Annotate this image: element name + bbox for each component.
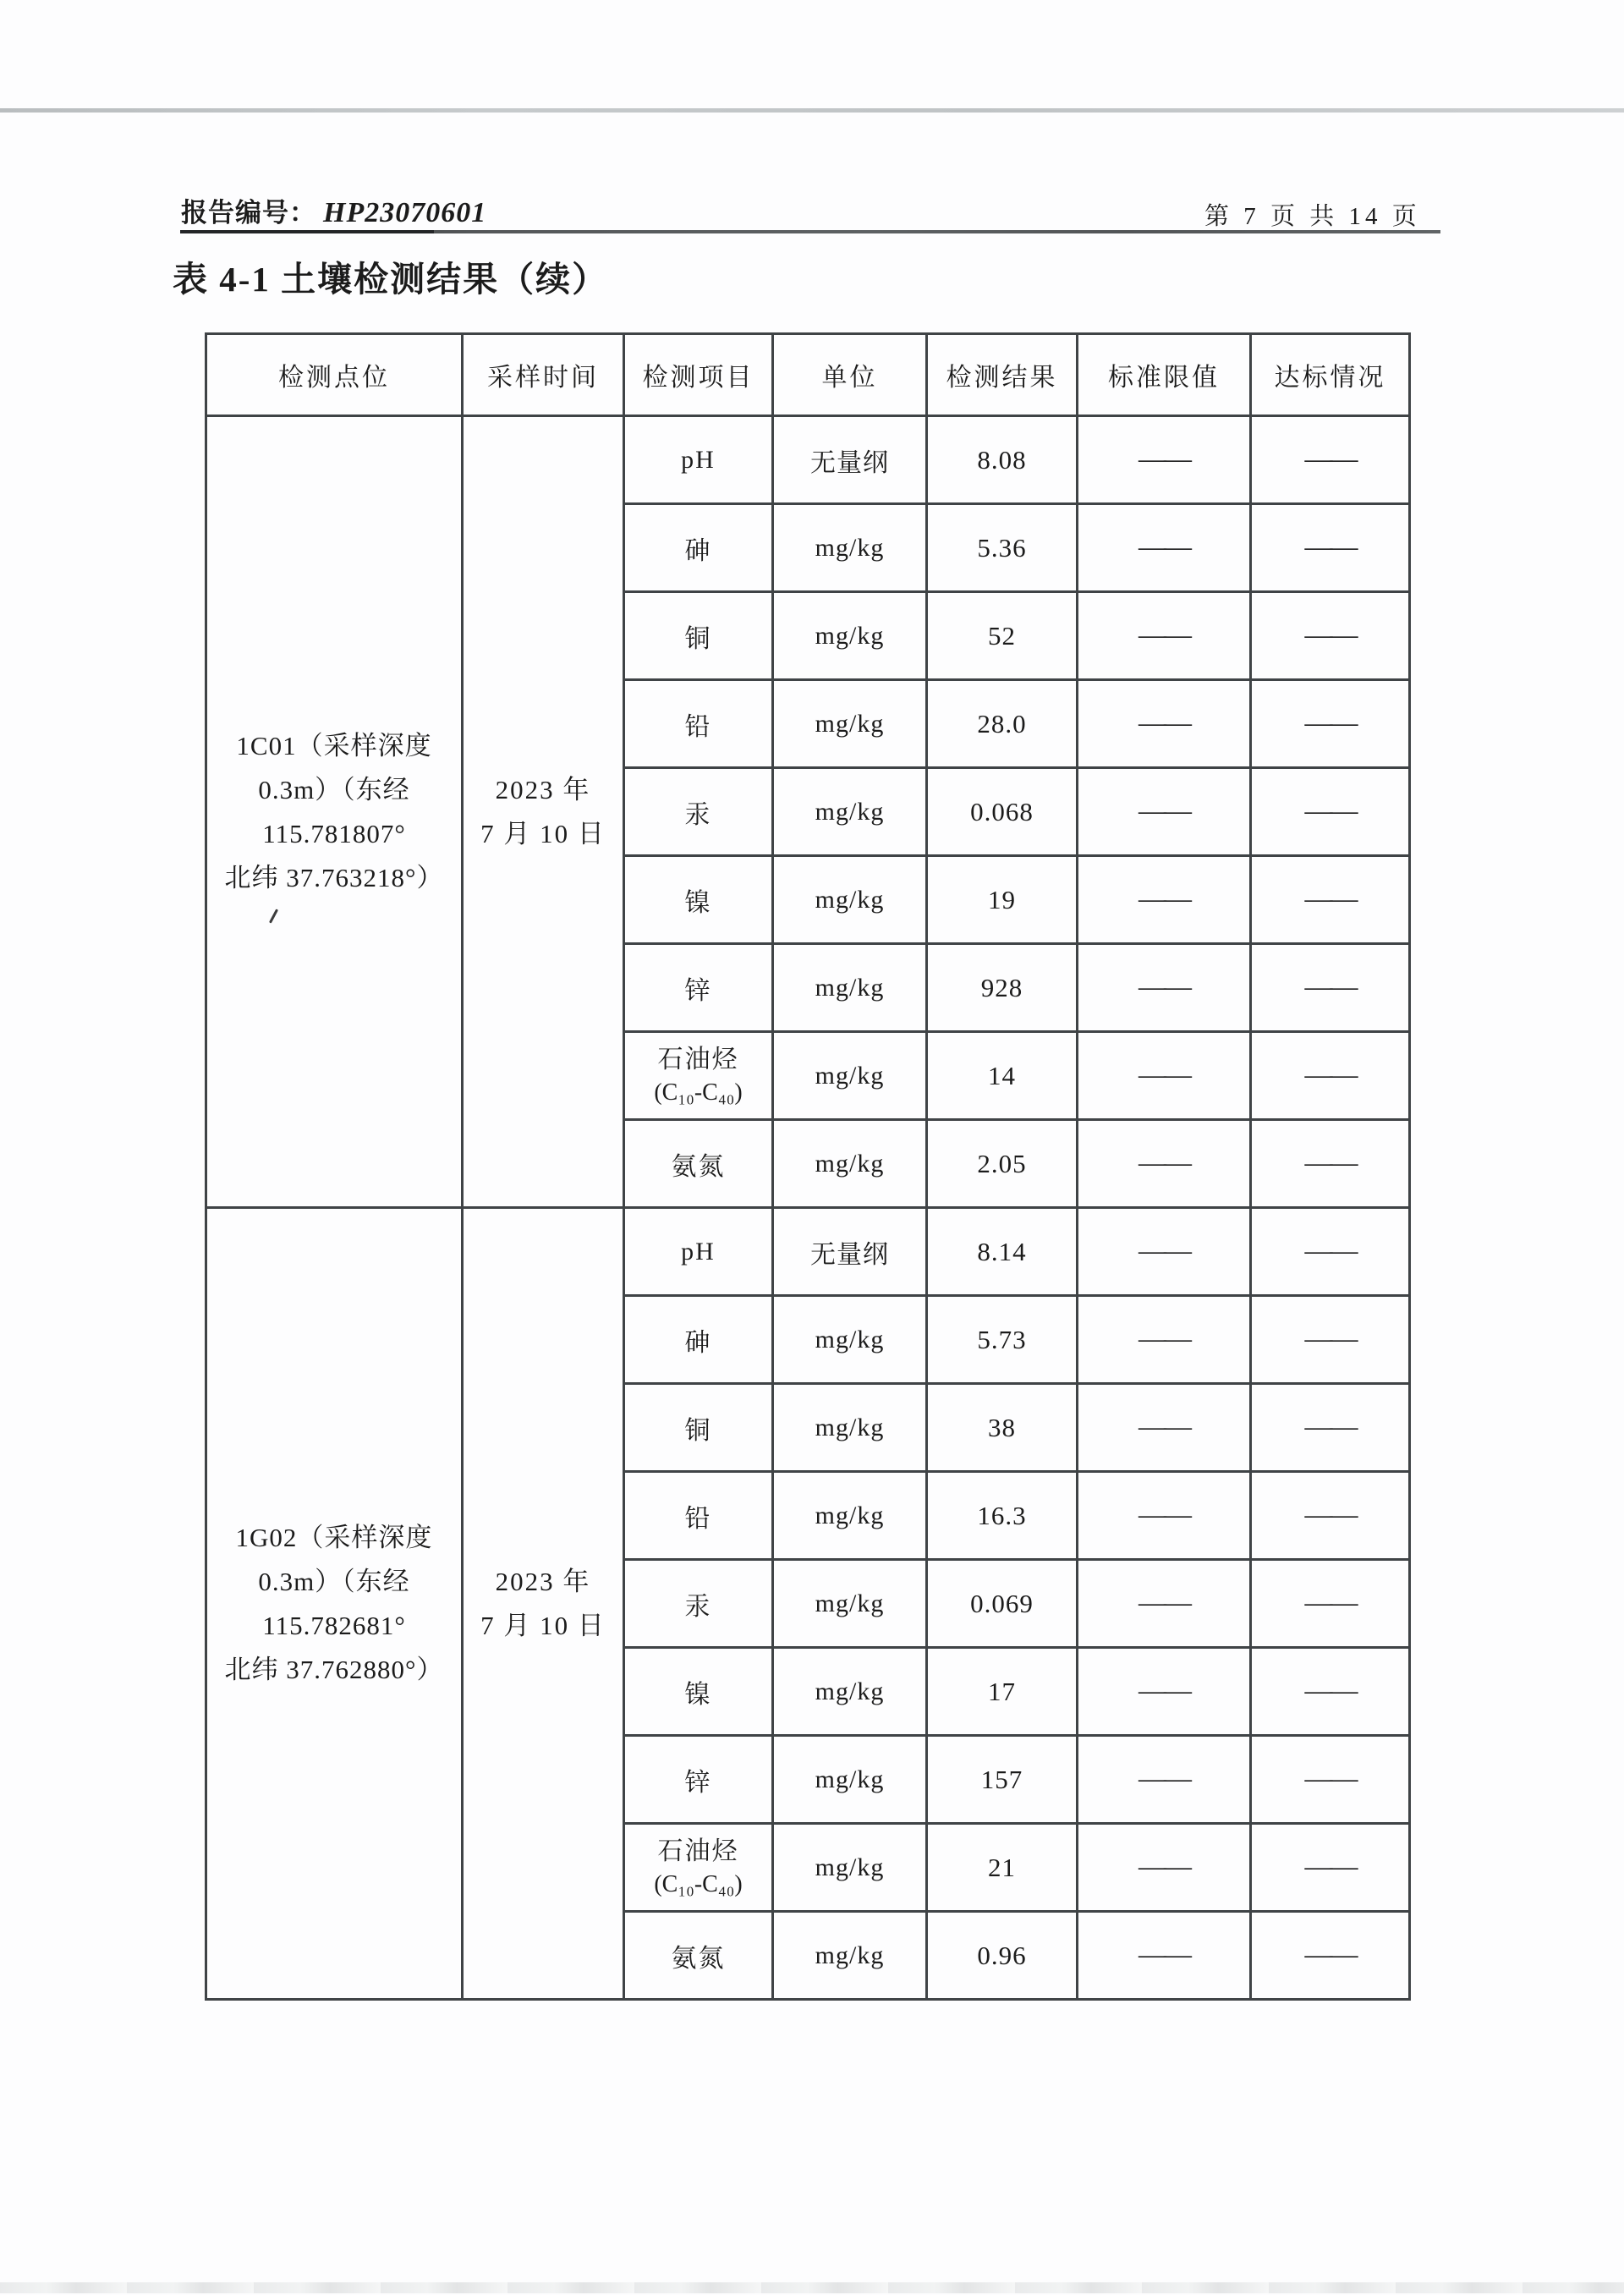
result-cell: 8.14 [927, 1208, 1078, 1296]
table-header-row [206, 334, 1410, 416]
status-dash: —— [1304, 972, 1356, 1002]
item-cell: 铅 [624, 1472, 773, 1560]
limit-cell [1078, 1120, 1251, 1208]
result-cell: 0.96 [927, 1912, 1078, 2000]
item-cell: 氨氮 [624, 1120, 773, 1208]
unit-cell: mg/kg [773, 592, 927, 680]
item-line-2: (C₁₀-C₄₀) [654, 1870, 743, 1897]
status-dash: —— [1304, 796, 1356, 826]
unit-cell: mg/kg [773, 1032, 927, 1120]
status-cell [1251, 1384, 1410, 1472]
status-cell [1251, 1296, 1410, 1384]
limit-dash: —— [1138, 532, 1189, 563]
status-dash: —— [1304, 1588, 1356, 1618]
unit-cell: mg/kg [773, 1296, 927, 1384]
sample-point-line: 0.3m）（东经 [258, 1566, 410, 1596]
result-cell: 19 [927, 856, 1078, 944]
status-dash: —— [1304, 708, 1356, 738]
limit-dash: —— [1138, 708, 1189, 738]
result-cell: 28.0 [927, 680, 1078, 768]
status-dash: —— [1304, 1148, 1356, 1178]
sample-point-line: 1G02（采样深度 [235, 1522, 433, 1552]
column-header-point: 检测点位 [206, 334, 463, 416]
item-cell: 锌 [624, 1736, 773, 1824]
limit-cell [1078, 1736, 1251, 1824]
table-title: 表 4-1 土壤检测结果（续） [173, 260, 609, 299]
status-cell [1251, 1912, 1410, 2000]
limit-dash: —— [1138, 884, 1189, 914]
unit-cell: mg/kg [773, 768, 927, 856]
sample-point-cell [206, 1208, 463, 2000]
status-dash: —— [1304, 1940, 1356, 1970]
column-header-result: 检测结果 [927, 334, 1078, 416]
item-cell: 氨氮 [624, 1912, 773, 2000]
limit-cell [1078, 1208, 1251, 1296]
status-dash: —— [1304, 1676, 1356, 1706]
limit-cell [1078, 1648, 1251, 1736]
column-header-item: 检测项目 [624, 334, 773, 416]
sample-time-cell [463, 416, 624, 1208]
page-number: 第 7 页 共 14 页 [1204, 203, 1421, 230]
item-cell: 砷 [624, 504, 773, 592]
limit-dash: —— [1138, 1764, 1189, 1794]
unit-cell: mg/kg [773, 680, 927, 768]
status-cell [1251, 1208, 1410, 1296]
limit-cell [1078, 1384, 1251, 1472]
item-cell [624, 1032, 773, 1120]
unit-cell: mg/kg [773, 1120, 927, 1208]
unit-cell: mg/kg [773, 1648, 927, 1736]
column-header-unit: 单位 [773, 334, 927, 416]
unit-cell: mg/kg [773, 1384, 927, 1472]
status-cell [1251, 1824, 1410, 1912]
limit-cell [1078, 1560, 1251, 1648]
limit-dash: —— [1138, 1676, 1189, 1706]
status-dash: —— [1304, 1060, 1356, 1090]
status-cell [1251, 1032, 1410, 1120]
sample-time-line: 7 月 10 日 [480, 818, 606, 848]
unit-cell: mg/kg [773, 856, 927, 944]
sample-point-line: 115.782681° [262, 1610, 406, 1640]
limit-cell [1078, 680, 1251, 768]
sample-time-line: 2023 年 [495, 1566, 591, 1596]
header-rule [180, 230, 1440, 233]
item-cell: 铜 [624, 1384, 773, 1472]
table-row [206, 1208, 1410, 1296]
sample-point-line: 北纬 37.762880°） [224, 1654, 444, 1684]
limit-dash: —— [1138, 1324, 1189, 1354]
limit-cell [1078, 1296, 1251, 1384]
report-number-value: HP23070601 [323, 197, 487, 228]
status-dash: —— [1304, 1412, 1356, 1442]
column-header-time: 采样时间 [463, 334, 624, 416]
column-header-limit: 标准限值 [1078, 334, 1251, 416]
status-cell [1251, 768, 1410, 856]
item-cell: 砷 [624, 1296, 773, 1384]
limit-cell [1078, 768, 1251, 856]
limit-cell [1078, 592, 1251, 680]
result-cell: 16.3 [927, 1472, 1078, 1560]
status-cell [1251, 1560, 1410, 1648]
limit-dash: —— [1138, 1148, 1189, 1178]
result-cell: 0.069 [927, 1560, 1078, 1648]
status-dash: —— [1304, 532, 1356, 563]
report-number-label: 报告编号： [181, 198, 316, 228]
limit-dash: —— [1138, 620, 1189, 651]
column-header-status: 达标情况 [1251, 334, 1410, 416]
limit-dash: —— [1138, 444, 1189, 475]
status-dash: —— [1304, 444, 1356, 475]
limit-dash: —— [1138, 1500, 1189, 1530]
status-dash: —— [1304, 1852, 1356, 1882]
soil-results-table [205, 332, 1411, 2001]
sample-point-line: 115.781807° [262, 818, 406, 848]
sample-time-cell [463, 1208, 624, 2000]
result-cell: 21 [927, 1824, 1078, 1912]
result-cell: 157 [927, 1736, 1078, 1824]
status-cell [1251, 592, 1410, 680]
item-cell: 铜 [624, 592, 773, 680]
unit-cell: mg/kg [773, 1560, 927, 1648]
report-number-line [181, 191, 486, 229]
limit-cell [1078, 416, 1251, 504]
status-dash: —— [1304, 620, 1356, 651]
status-cell [1251, 680, 1410, 768]
header-rule-dark-segment [180, 230, 434, 233]
result-cell: 0.068 [927, 768, 1078, 856]
result-cell: 5.73 [927, 1296, 1078, 1384]
item-cell: pH [624, 416, 773, 504]
limit-dash: —— [1138, 1060, 1189, 1090]
limit-dash: —— [1138, 1236, 1189, 1266]
limit-dash: —— [1138, 1940, 1189, 1970]
limit-dash: —— [1138, 972, 1189, 1002]
limit-cell [1078, 944, 1251, 1032]
status-dash: —— [1304, 1500, 1356, 1530]
item-line-1: 石油烃 [657, 1045, 739, 1073]
result-cell: 14 [927, 1032, 1078, 1120]
limit-dash: —— [1138, 1852, 1189, 1882]
sample-point-line: 1C01（采样深度 [236, 730, 432, 760]
item-cell: pH [624, 1208, 773, 1296]
limit-cell [1078, 1032, 1251, 1120]
sample-point-cell [206, 416, 463, 1208]
limit-dash: —— [1138, 1412, 1189, 1442]
status-dash: —— [1304, 1324, 1356, 1354]
unit-cell: mg/kg [773, 1912, 927, 2000]
table-row [206, 416, 1410, 504]
sample-point-line: 北纬 37.763218°） [224, 862, 444, 892]
status-cell [1251, 1736, 1410, 1824]
status-cell [1251, 1648, 1410, 1736]
item-cell: 镍 [624, 1648, 773, 1736]
result-cell: 17 [927, 1648, 1078, 1736]
status-cell [1251, 416, 1410, 504]
unit-cell: 无量纲 [773, 1208, 927, 1296]
result-cell: 5.36 [927, 504, 1078, 592]
sample-time-line: 2023 年 [495, 774, 591, 804]
status-cell [1251, 856, 1410, 944]
unit-cell: mg/kg [773, 1472, 927, 1560]
item-cell: 汞 [624, 768, 773, 856]
unit-cell: 无量纲 [773, 416, 927, 504]
status-dash: —— [1304, 884, 1356, 914]
unit-cell: mg/kg [773, 504, 927, 592]
limit-dash: —— [1138, 1588, 1189, 1618]
item-cell: 铅 [624, 680, 773, 768]
limit-cell [1078, 504, 1251, 592]
status-cell [1251, 504, 1410, 592]
status-cell [1251, 1472, 1410, 1560]
unit-cell: mg/kg [773, 1736, 927, 1824]
sample-point-line: 0.3m）（东经 [258, 774, 410, 804]
item-cell: 镍 [624, 856, 773, 944]
status-cell [1251, 1120, 1410, 1208]
status-dash: —— [1304, 1236, 1356, 1266]
result-cell: 38 [927, 1384, 1078, 1472]
limit-cell [1078, 1912, 1251, 2000]
unit-cell: mg/kg [773, 944, 927, 1032]
scan-noise-band [0, 2282, 1624, 2293]
limit-cell [1078, 1824, 1251, 1912]
item-cell: 锌 [624, 944, 773, 1032]
result-cell: 928 [927, 944, 1078, 1032]
status-cell [1251, 944, 1410, 1032]
limit-dash: —— [1138, 796, 1189, 826]
item-line-2: (C₁₀-C₄₀) [654, 1079, 743, 1106]
item-line-1: 石油烃 [657, 1837, 739, 1865]
item-cell: 汞 [624, 1560, 773, 1648]
limit-cell [1078, 1472, 1251, 1560]
unit-cell: mg/kg [773, 1824, 927, 1912]
result-cell: 52 [927, 592, 1078, 680]
sample-time-line: 7 月 10 日 [480, 1610, 606, 1640]
limit-cell [1078, 856, 1251, 944]
item-cell [624, 1824, 773, 1912]
scan-artifact-line [0, 108, 1624, 113]
status-dash: —— [1304, 1764, 1356, 1794]
result-cell: 8.08 [927, 416, 1078, 504]
result-cell: 2.05 [927, 1120, 1078, 1208]
